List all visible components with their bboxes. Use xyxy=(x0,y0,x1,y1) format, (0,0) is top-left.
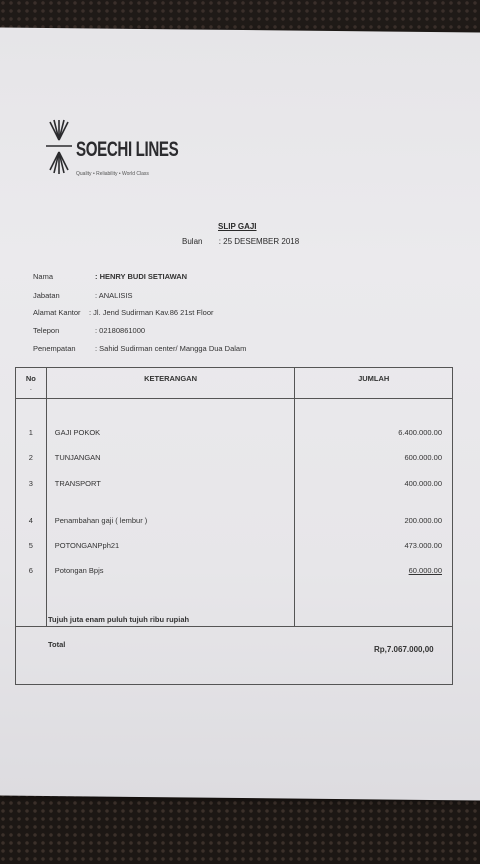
table-row xyxy=(16,445,453,471)
row-amount: 200.000.00 xyxy=(295,509,453,533)
info-label: Penempatan xyxy=(33,344,76,353)
logo-mark-icon xyxy=(44,116,74,180)
row-desc: TRANSPORT xyxy=(46,471,295,497)
info-value: : Sahid Sudirman center/ Mangga Dua Dalam xyxy=(95,344,247,353)
info-label: Telepon xyxy=(33,326,60,335)
info-value: : 02180861000 xyxy=(95,326,146,335)
info-value: : ANALISIS xyxy=(95,291,133,300)
row-no: 1 xyxy=(16,421,47,445)
company-logo xyxy=(44,116,179,186)
document-title: SLIP GAJI xyxy=(218,222,257,231)
row-no: 5 xyxy=(16,533,47,559)
info-label: Nama xyxy=(33,272,54,281)
table-footer-row xyxy=(16,627,453,685)
info-row-alamat xyxy=(33,308,214,317)
row-desc: GAJI POKOK xyxy=(46,421,295,445)
month-value: : 25 DESEMBER 2018 xyxy=(218,237,300,246)
info-label: Alamat Kantor xyxy=(33,308,81,317)
table-row xyxy=(16,559,453,583)
table-row xyxy=(16,533,453,559)
info-value: : HENRY BUDI SETIAWAN xyxy=(95,272,188,281)
salary-table xyxy=(15,367,453,685)
row-desc: POTONGANPph21 xyxy=(46,533,295,559)
total-value: Rp,7.067.000,00 xyxy=(374,645,434,654)
row-amount: 60.000.00 xyxy=(295,559,453,583)
header-keterangan: KETERANGAN xyxy=(46,368,295,399)
table-footer xyxy=(16,627,453,685)
row-no: 3 xyxy=(16,471,47,497)
info-row-telepon xyxy=(33,326,146,335)
total-label: Total xyxy=(48,640,66,649)
row-amount: 400.000.00 xyxy=(295,471,453,497)
background-bottom xyxy=(0,792,480,864)
company-name: SOECHI LINES xyxy=(76,138,179,161)
table-header-row xyxy=(16,368,453,399)
table-row xyxy=(16,509,453,533)
row-no: 4 xyxy=(16,509,47,533)
row-amount: 473.000.00 xyxy=(295,533,453,559)
row-no: 2 xyxy=(16,445,47,471)
info-row-penempatan xyxy=(33,344,247,353)
row-desc: TUNJANGAN xyxy=(46,445,295,471)
row-amount: 600.000.00 xyxy=(295,445,453,471)
company-tagline: Quality • Reliability • World Class xyxy=(76,171,149,177)
header-jumlah: JUMLAH xyxy=(295,368,453,399)
info-value: : Jl. Jend Sudirman Kav.86 21st Floor xyxy=(89,308,214,317)
row-desc: Potongan Bpjs xyxy=(46,559,295,583)
month-label: Bulan xyxy=(182,237,203,246)
row-no: 6 xyxy=(16,559,47,583)
header-no: No . xyxy=(16,368,47,399)
table-row xyxy=(16,471,453,497)
table-row xyxy=(16,421,453,445)
row-desc: Penambahan gaji ( lembur ) xyxy=(46,509,295,533)
info-row-jabatan xyxy=(33,291,133,300)
row-amount: 6.400.000.00 xyxy=(295,421,453,445)
month-line xyxy=(182,237,299,246)
amount-in-words: Tujuh juta enam puluh tujuh ribu rupiah xyxy=(48,615,190,624)
info-label: Jabatan xyxy=(33,291,60,300)
info-row-nama xyxy=(33,272,188,281)
